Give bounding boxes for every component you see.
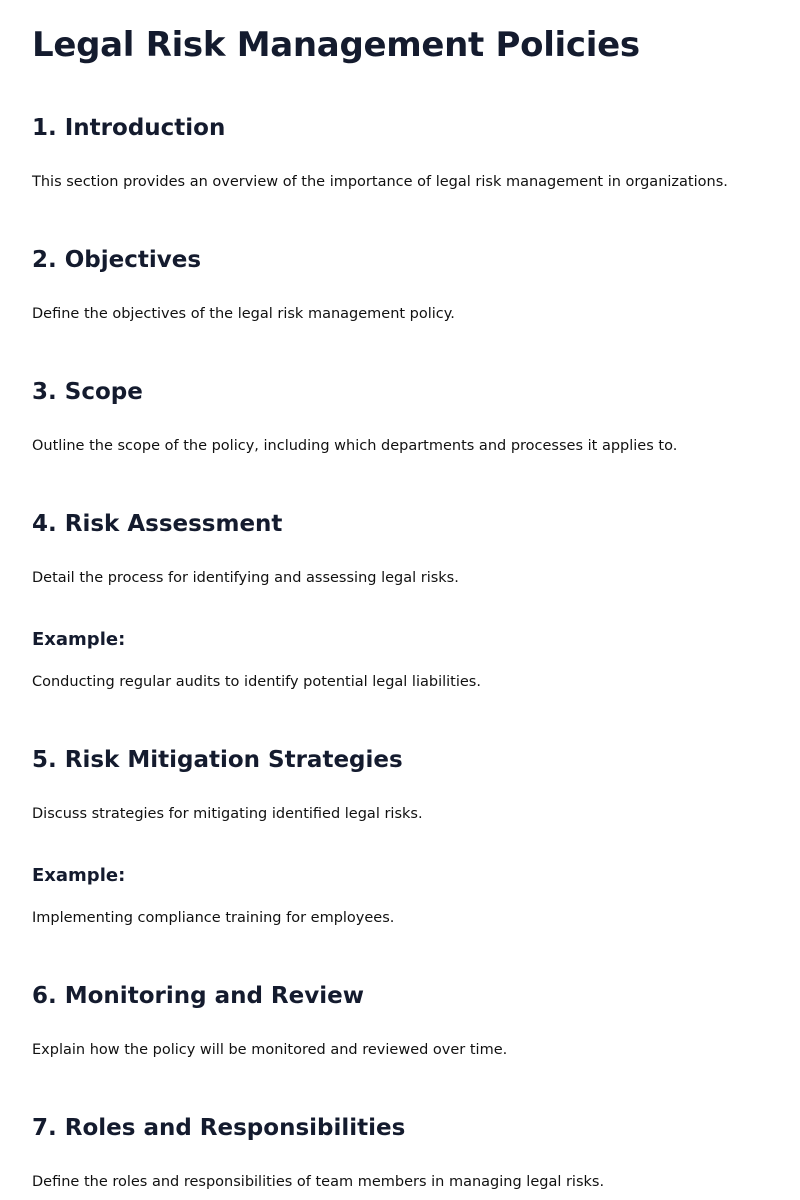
document-title: Legal Risk Management Policies bbox=[32, 25, 640, 65]
section-heading-monitoring-review: 6. Monitoring and Review bbox=[32, 983, 364, 1009]
section-heading-roles-responsibilities: 7. Roles and Responsibilities bbox=[32, 1115, 406, 1141]
section-text-monitoring-review: Explain how the policy will be monitored and reviewed over time. bbox=[32, 1042, 508, 1058]
section-text-roles-responsibilities: Define the roles and responsibilities of team members in managing legal risks. bbox=[32, 1174, 605, 1190]
example-text-risk-mitigation: Implementing compliance training for employees. bbox=[32, 910, 395, 926]
example-heading-risk-mitigation: Example: bbox=[32, 865, 126, 886]
section-text-objectives: Define the objectives of the legal risk management policy. bbox=[32, 306, 455, 322]
section-heading-objectives: 2. Objectives bbox=[32, 247, 202, 273]
example-text-risk-assessment: Conducting regular audits to identify potential legal liabilities. bbox=[32, 674, 481, 690]
section-text-risk-mitigation: Discuss strategies for mitigating identified legal risks. bbox=[32, 806, 423, 822]
section-heading-risk-assessment: 4. Risk Assessment bbox=[32, 511, 283, 537]
section-text-introduction: This section provides an overview of the importance of legal risk management in organizations. bbox=[32, 174, 728, 190]
section-heading-introduction: 1. Introduction bbox=[32, 115, 226, 141]
section-text-risk-assessment: Detail the process for identifying and assessing legal risks. bbox=[32, 570, 459, 586]
section-heading-scope: 3. Scope bbox=[32, 379, 143, 405]
section-text-scope: Outline the scope of the policy, including which departments and processes it applies to. bbox=[32, 438, 678, 454]
example-heading-risk-assessment: Example: bbox=[32, 629, 126, 650]
section-heading-risk-mitigation: 5. Risk Mitigation Strategies bbox=[32, 747, 403, 773]
